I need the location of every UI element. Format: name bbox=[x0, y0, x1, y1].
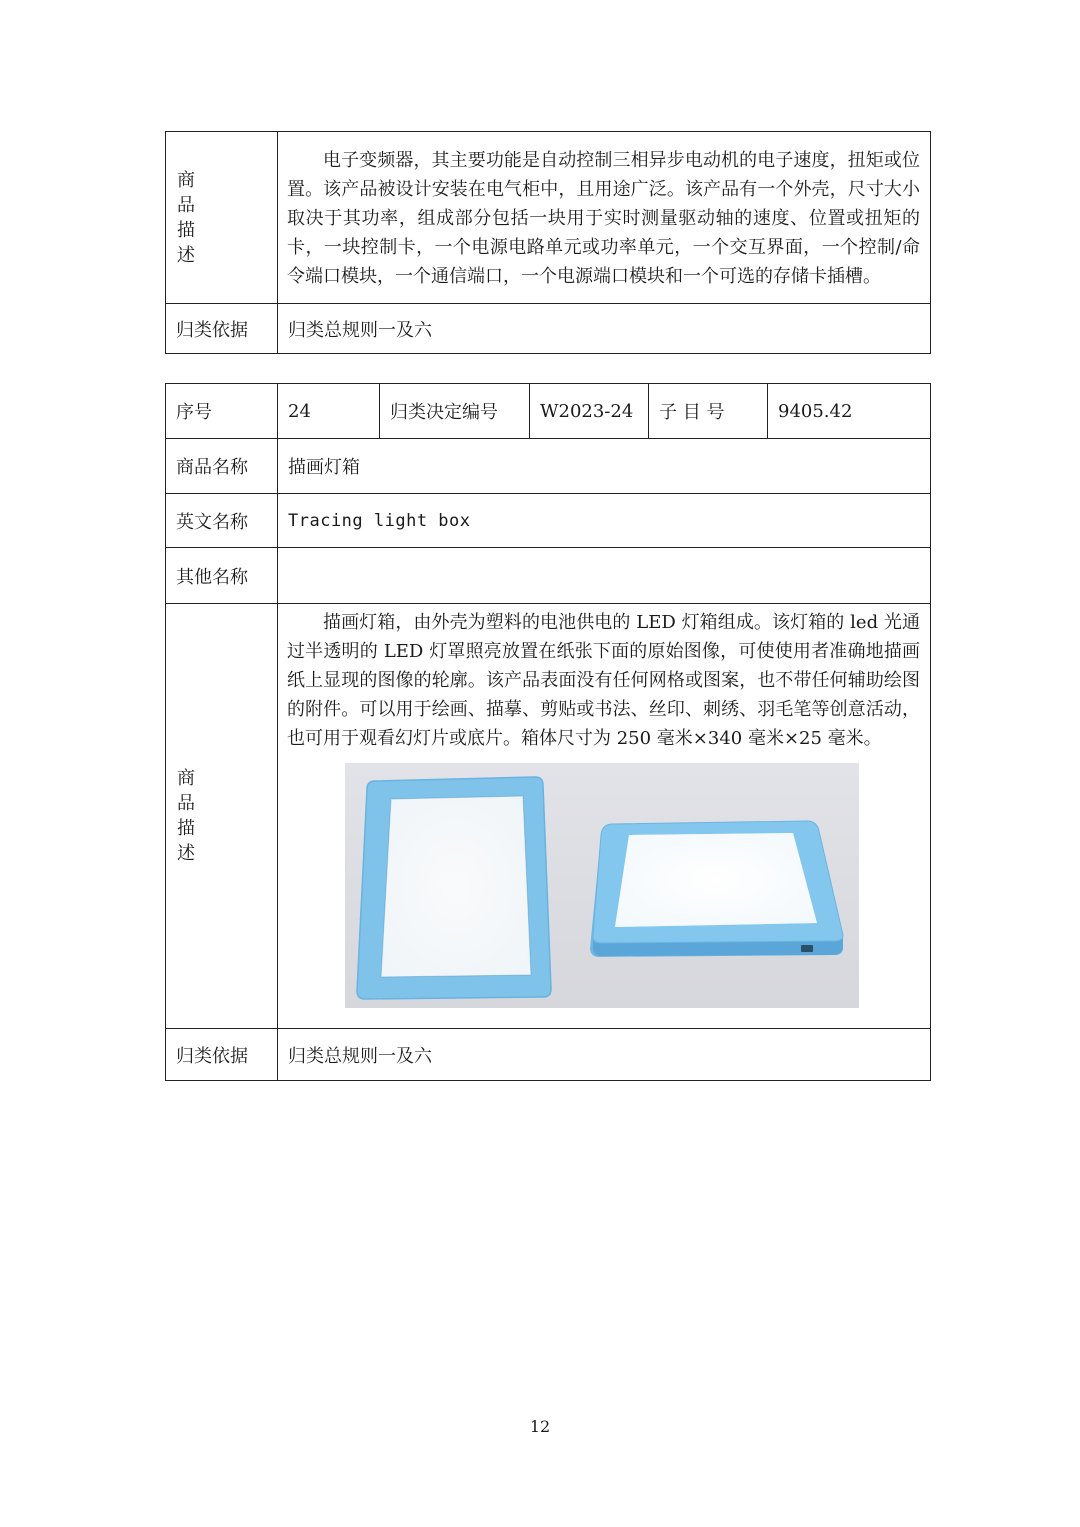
desc-label: 商品描述 bbox=[166, 132, 278, 304]
light-box-illustration bbox=[345, 763, 859, 1008]
decision-label: 归类决定编号 bbox=[380, 384, 530, 439]
other-label: 其他名称 bbox=[166, 548, 278, 604]
desc-text: 电子变频器，其主要功能是自动控制三相异步电动机的电子速度，扭矩或位置。该产品被设计安装在电气柜中，且用途广泛。该产品有一个外壳，尺寸大小取决于其功率，组成部分包括一块用于实时测量驱动轴的速度、位置或扭矩的卡，一块控制卡，一个电源电路单元或功率单元，一个交互界面，一个控制/命令端口模块，一个通信端口，一个电源端口模块和一个可选的存储卡插槽。 bbox=[278, 132, 931, 304]
basis-label: 归类依据 bbox=[166, 304, 278, 354]
light-box-front-view bbox=[357, 777, 551, 999]
basis-label: 归类依据 bbox=[166, 1029, 278, 1081]
product-photo bbox=[345, 763, 859, 1008]
subheading-label: 子 目 号 bbox=[649, 384, 768, 439]
desc-cell bbox=[278, 604, 931, 1029]
basis-value: 归类总规则一及六 bbox=[278, 1029, 931, 1081]
page-number: 12 bbox=[529, 1417, 551, 1436]
other-value bbox=[278, 548, 931, 604]
item-24-table bbox=[165, 383, 931, 1081]
light-box-angled-view bbox=[590, 821, 843, 957]
decision-value: W2023-24 bbox=[530, 384, 649, 439]
name-label: 商品名称 bbox=[166, 439, 278, 494]
seq-value: 24 bbox=[278, 384, 380, 439]
previous-item-table bbox=[165, 131, 931, 354]
desc-label: 商品描述 bbox=[166, 604, 278, 1029]
name-value: 描画灯箱 bbox=[278, 439, 931, 494]
seq-label: 序号 bbox=[166, 384, 278, 439]
basis-value: 归类总规则一及六 bbox=[278, 304, 931, 354]
desc-text: 描画灯箱，由外壳为塑料的电池供电的 LED 灯箱组成。该灯箱的 led 光通过半透明的 LED 灯罩照亮放置在纸张下面的原始图像，可使使用者准确地描画纸上显现的图像的轮廓。该产品表面没有任何网格或图案，也不带任何辅助绘图的附件。可以用于绘画、描摹、剪贴或书法、丝印、刺绣、羽毛笔等创意活动，也可用于观看幻灯片或底片。箱体尺寸为 250 毫米×340 毫米×25 毫米。 bbox=[287, 612, 920, 749]
subheading-value: 9405.42 bbox=[768, 384, 931, 439]
english-label: 英文名称 bbox=[166, 494, 278, 548]
english-value: Tracing light box bbox=[278, 494, 931, 548]
